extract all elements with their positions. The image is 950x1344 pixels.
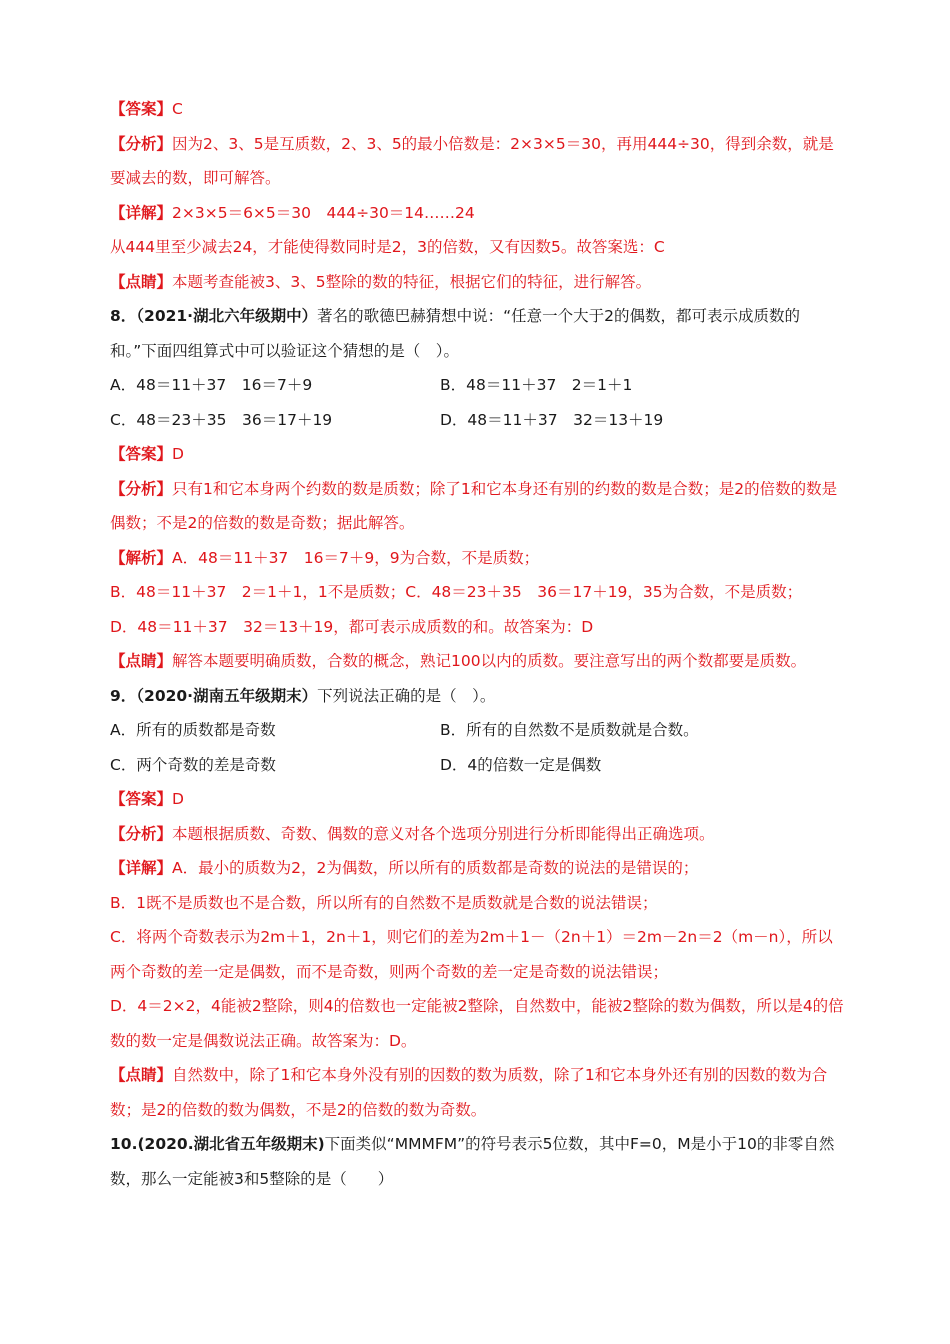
question-number: 10. <box>110 1135 138 1153</box>
q8-solution <box>110 541 845 576</box>
answer-value: D <box>172 445 184 463</box>
q9-detail-line-3: C．将两个奇数表示为2m＋1，2n＋1，则它们的差为2m＋1－（2n＋1）＝2m－2n＝2（m－n），所以两个奇数的差一定是偶数，而不是奇数，则两个奇数的差一定是奇数的说法错误； <box>110 928 833 981</box>
q9-detail-line-2: B．1既不是质数也不是合数，所以所有的自然数不是质数就是合数的说法错误； <box>110 893 658 912</box>
question-text: 下列说法正确的是（ ）。 <box>317 686 496 705</box>
comment-text: 自然数中，除了1和它本身外没有别的因数的数为质数，除了1和它本身外还有别的因数的数为合数；是2的倍数的数为偶数，不是2的倍数的数为奇数。 <box>110 1066 828 1119</box>
document-page <box>110 92 845 1196</box>
q9-options-row-1 <box>110 713 845 748</box>
detail-text: 2×3×5＝6×5＝30 444÷30＝14……24 <box>172 203 475 222</box>
q7-analysis <box>110 127 845 196</box>
detail-tag: 【详解】 <box>110 203 173 222</box>
question-source: （2021·湖北六年级期中） <box>136 307 318 325</box>
answer-tag: 【答案】 <box>110 790 173 808</box>
comment-tag: 【点睛】 <box>110 652 173 670</box>
question-source: （2020·湖南五年级期末） <box>136 686 318 705</box>
question-text: 下面类似“MMMFM”的符号表示5位数，其中F=0，M是小于10的非零自然数，那么一定能被3和5整除的是（ ） <box>110 1135 835 1188</box>
answer-value: C <box>172 100 183 118</box>
q9-answer <box>110 782 845 817</box>
q9-stem <box>110 679 845 714</box>
comment-text: 解答本题要明确质数，合数的概念，熟记100以内的质数。要注意写出的两个数都要是质数。 <box>172 652 807 670</box>
q9-analysis <box>110 817 845 852</box>
comment-text: 本题考查能被3、3、5整除的数的特征，根据它们的特征，进行解答。 <box>172 272 652 291</box>
q8-analysis <box>110 472 845 541</box>
q9-options-row-2 <box>110 748 845 783</box>
option-c: C．两个奇数的差是奇数 <box>110 755 276 774</box>
q10-stem <box>110 1127 845 1196</box>
q7-comment <box>110 265 845 300</box>
analysis-tag: 【分析】 <box>110 824 173 843</box>
option-b: B．48＝11＋37 2＝1＋1 <box>440 376 633 394</box>
q8-options-row-2 <box>110 403 845 438</box>
analysis-text: 本题根据质数、奇数、偶数的意义对各个选项分别进行分析即能得出正确选项。 <box>172 824 715 843</box>
q9-detail <box>110 851 845 886</box>
q7-detail-line-2: 从444里至少减去24，才能使得数同时是2，3的倍数，又有因数5。故答案选：C <box>110 238 665 256</box>
q7-detail <box>110 196 845 231</box>
q8-solution-line-2: B．48＝11＋37 2＝1＋1，1不是质数；C．48＝23＋35 36＝17＋19，35为合数，不是质数； <box>110 583 803 601</box>
answer-tag: 【答案】 <box>110 445 173 463</box>
option-d: D．4的倍数一定是偶数 <box>440 755 602 774</box>
analysis-text: 因为2、3、5是互质数，2、3、5的最小倍数是：2×3×5＝30，再用444÷30，得到余数，就是要减去的数，即可解答。 <box>110 134 834 187</box>
option-d: D．48＝11＋37 32＝13＋19 <box>440 410 664 429</box>
q8-solution-line-3: D．48＝11＋37 32＝13＋19，都可表示成质数的和。故答案为：D <box>110 617 594 636</box>
q9-comment <box>110 1058 845 1127</box>
question-source: (2020.湖北省五年级期末) <box>137 1135 325 1153</box>
answer-tag: 【答案】 <box>110 100 173 118</box>
analysis-text: 只有1和它本身两个约数的数是质数；除了1和它本身还有别的约数的数是合数；是2的倍数的数是偶数；不是2的倍数的数是奇数；据此解答。 <box>110 479 838 532</box>
solution-tag: 【解析】 <box>110 548 173 567</box>
q7-answer <box>110 92 845 127</box>
question-text: 著名的歌德巴赫猜想中说：“任意一个大于2的偶数，都可表示成质数的和。”下面四组算式中可以验证这个猜想的是（ ）。 <box>110 307 800 360</box>
q9-detail-line-4: D．4＝2×2，4能被2整除，则4的倍数也一定能被2整除，自然数中，能被2整除的数为偶数，所以是4的倍数的数一定是偶数说法正确。故答案为：D。 <box>110 997 844 1050</box>
question-number: 8． <box>110 307 137 325</box>
analysis-tag: 【分析】 <box>110 479 173 498</box>
analysis-tag: 【分析】 <box>110 134 173 153</box>
q8-comment <box>110 644 845 679</box>
q8-options-row-1 <box>110 368 845 403</box>
detail-tag: 【详解】 <box>110 859 173 877</box>
option-a: A．所有的质数都是奇数 <box>110 721 276 739</box>
q8-stem <box>110 299 845 368</box>
solution-text: A．48＝11＋37 16＝7＋9，9为合数，不是质数； <box>172 548 540 567</box>
question-number: 9． <box>110 686 137 705</box>
detail-text: A．最小的质数为2，2为偶数，所以所有的质数都是奇数的说法的是错误的； <box>172 859 699 877</box>
option-a: A．48＝11＋37 16＝7＋9 <box>110 376 313 394</box>
answer-value: D <box>172 790 184 808</box>
option-c: C．48＝23＋35 36＝17＋19 <box>110 410 333 429</box>
option-b: B．所有的自然数不是质数就是合数。 <box>440 721 699 739</box>
q8-answer <box>110 437 845 472</box>
comment-tag: 【点睛】 <box>110 272 173 291</box>
comment-tag: 【点睛】 <box>110 1066 173 1084</box>
